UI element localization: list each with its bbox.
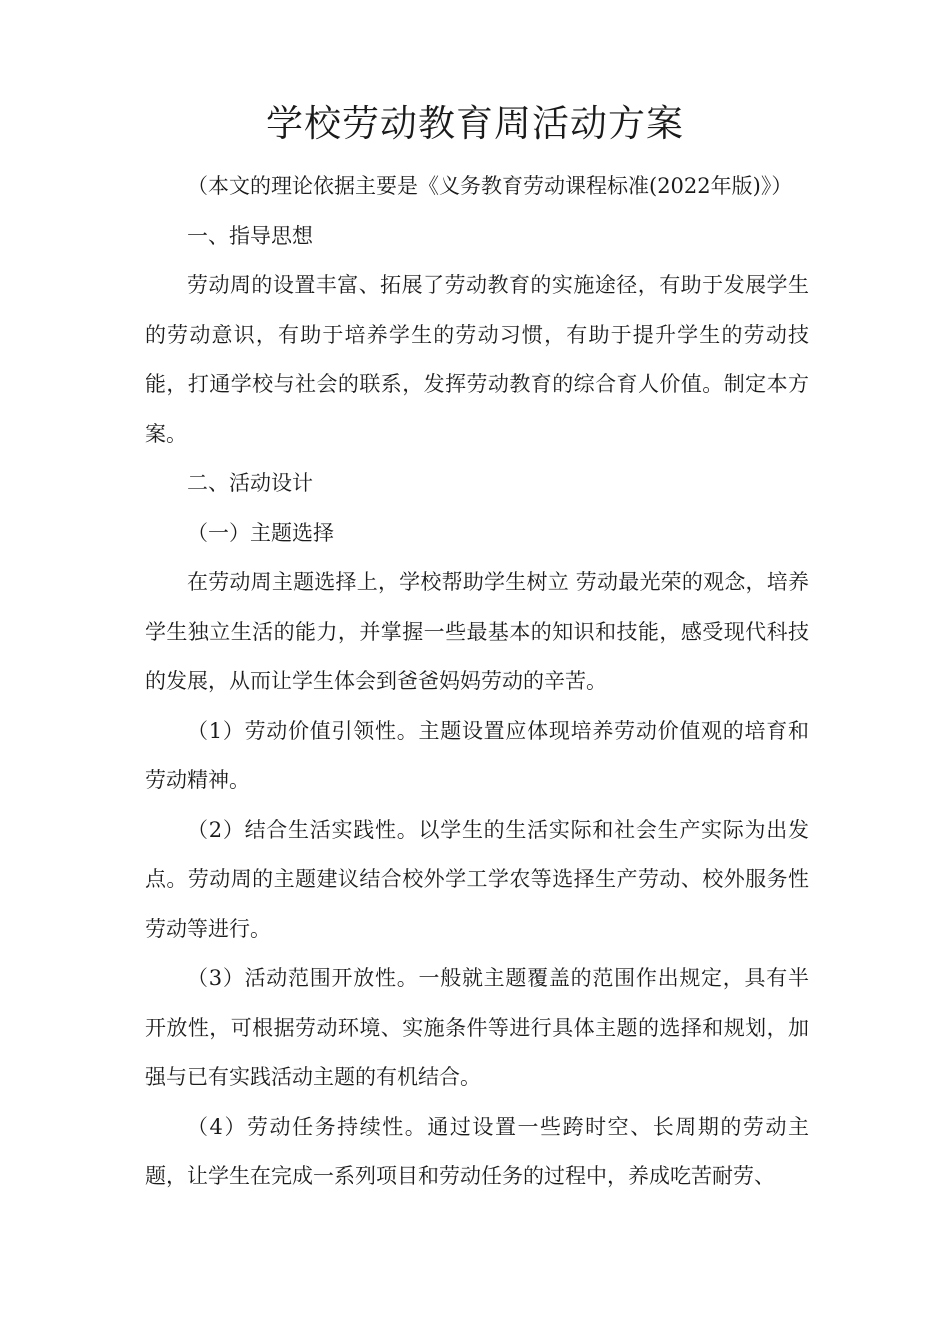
body-paragraph: 在劳动周主题选择上，学校帮助学生树立 劳动最光荣的观念，培养学生独立生活的能力，并掌握一些最基本的知识和技能，感受现代科技的发展，从而让学生体会到爸爸妈妈劳动的辛苦。: [145, 570, 809, 693]
document-body: [145, 162, 809, 1202]
list-item: （3）活动范围开放性。一般就主题覆盖的范围作出规定，具有半开放性，可根据劳动环境、实施条件等进行具体主题的选择和规划，加强与已有实践活动主题的有机结合。: [145, 966, 809, 1089]
section-heading: 一、指导思想: [187, 223, 313, 248]
document-title: 学校劳动教育周活动方案: [266, 102, 684, 145]
list-item: （2）结合生活实践性。以学生的生活实际和社会生产实际为出发点。劳动周的主题建议结合校外学工学农等选择生产劳动、校外服务性劳动等进行。: [145, 817, 809, 941]
list-item: （4）劳动任务持续性。通过设置一些跨时空、长周期的劳动主题，让学生在完成一系列项目和劳动任务的过程中，养成吃苦耐劳、: [145, 1114, 809, 1188]
body-paragraph: 劳动周的设置丰富、拓展了劳动教育的实施途径，有助于发展学生的劳动意识，有助于培养学生的劳动习惯，有助于提升学生的劳动技能，打通学校与社会的联系，发挥劳动教育的综合育人价值。制定本方案。: [145, 273, 809, 446]
list-item: （1）劳动价值引领性。主题设置应体现培养劳动价值观的培育和劳动精神。: [145, 718, 809, 792]
subtitle-note: （本文的理论依据主要是《义务教育劳动课程标准(2022年版)》）: [187, 174, 793, 198]
subsection-heading: （一）主题选择: [187, 520, 334, 545]
section-heading: 二、活动设计: [187, 471, 313, 495]
